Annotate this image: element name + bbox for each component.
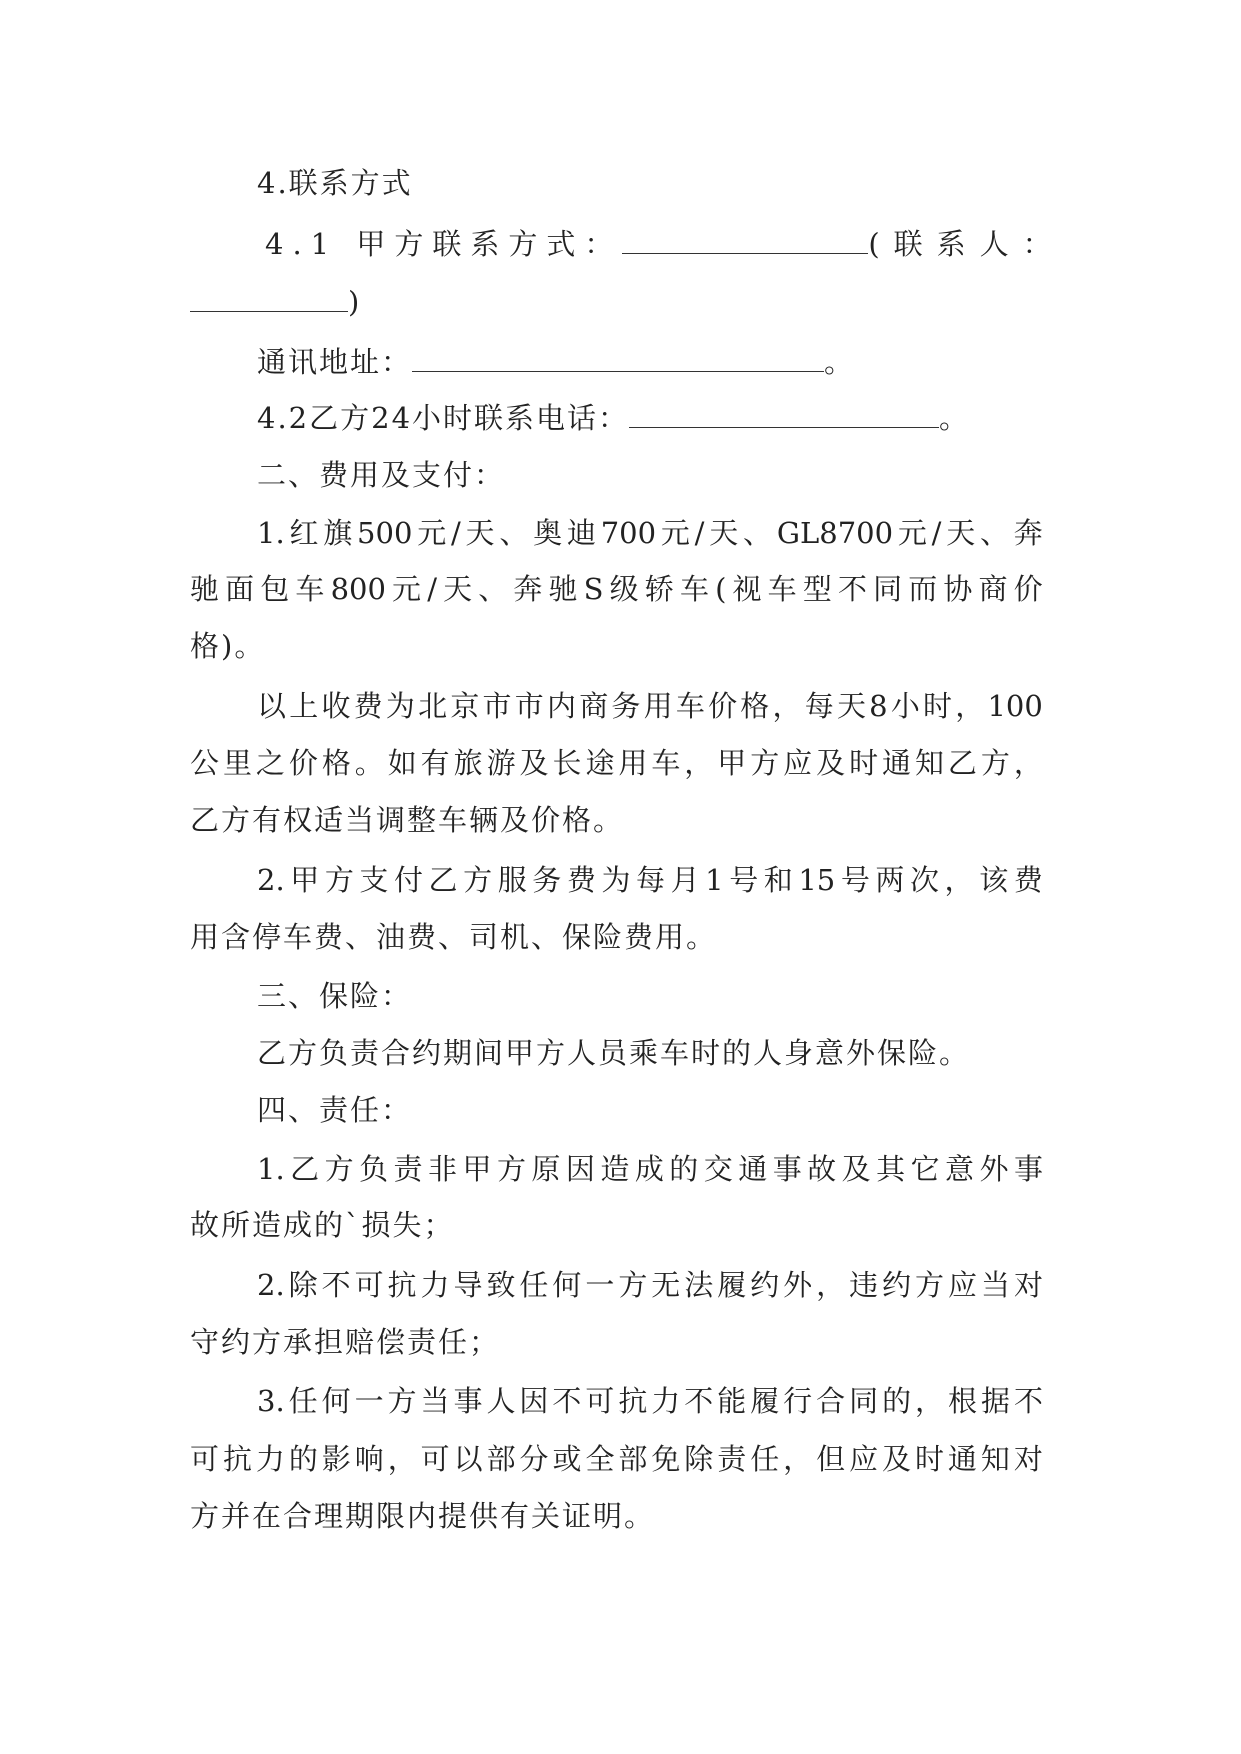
section-heading-contact: 4.联系方式 [257, 166, 413, 200]
section-heading-liability: 四、责任： [257, 1093, 413, 1127]
paragraph-insurance: 乙方负责合约期间甲方人员乘车时的人身意外保险。 [257, 1036, 971, 1070]
paragraph-liability-2-line-2: 守约方承担赔偿责任； [190, 1325, 501, 1359]
paragraph-liability-1-line-2: 故所造成的`损失； [190, 1208, 455, 1242]
contact-person-blank [190, 283, 348, 312]
section-heading-fees: 二、费用及支付： [257, 458, 506, 492]
party-a-contact-line [265, 224, 1066, 264]
paragraph-liability-2-line-1: 2. 除 不 可 抗 力 导 致 任 何 一 方 无 法 履 约 外 ， 违 约 方 应 当 对 [257, 1268, 1043, 1302]
paragraph-payment-line-2: 用含停车费、油费、司机、保险费用。 [190, 920, 718, 954]
party-a-contact-blank [622, 225, 868, 254]
mailing-address-label: 通讯地址： [257, 345, 413, 379]
mailing-address-end: 。 [824, 345, 856, 379]
mailing-address-blank [412, 343, 824, 372]
paragraph-pricing-note-line-2: 公 里 之 价 格 。 如 有 旅 游 及 长 途 用 车 ， 甲 方 应 及 时 通 知 乙 方 ， [190, 746, 1043, 780]
mailing-address-line [257, 342, 855, 382]
paragraph-liability-3-line-3: 方并在合理期限内提供有关证明。 [190, 1499, 656, 1533]
contact-person-close: ) [348, 285, 362, 319]
contact-person-label: (联系人： [868, 227, 1066, 261]
paragraph-payment-line-1: 2. 甲 方 支 付 乙 方 服 务 费 为 每 月 1 号 和 15 号 两 次 ， 该 费 [257, 863, 1043, 897]
paragraph-rates-line-1: 1. 红 旗 500 元 / 天 、 奥 迪 700 元 / 天 、 GL8700 元 / 天 、 奔 [257, 516, 1043, 550]
section-heading-insurance: 三、保险： [257, 979, 413, 1013]
party-b-phone-label: 4.2乙方24小时联系电话： [257, 401, 630, 435]
paragraph-rates-line-2: 驰 面 包 车 800 元 / 天 、 奔 驰 S 级 轿 车 ( 视 车 型 不 同 而 协 商 价 [190, 572, 1043, 606]
party-b-phone-blank [629, 399, 939, 428]
party-b-phone-line [257, 398, 970, 438]
paragraph-liability-3-line-1: 3. 任 何 一 方 当 事 人 因 不 可 抗 力 不 能 履 行 合 同 的 ， 根 据 不 [257, 1384, 1043, 1418]
paragraph-pricing-note-line-3: 乙方有权适当调整车辆及价格。 [190, 803, 625, 837]
contact-person-line [190, 282, 361, 322]
paragraph-rates-line-3: 格)。 [190, 629, 266, 663]
party-a-contact-label: 4.1 甲方联系方式： [265, 227, 623, 261]
party-b-phone-end: 。 [939, 401, 971, 435]
paragraph-liability-3-line-2: 可 抗 力 的 影 响 ， 可 以 部 分 或 全 部 免 除 责 任 ， 但 应 及 时 通 知 对 [190, 1442, 1043, 1476]
paragraph-liability-1-line-1: 1. 乙 方 负 责 非 甲 方 原 因 造 成 的 交 通 事 故 及 其 它 意 外 事 [257, 1152, 1043, 1186]
paragraph-pricing-note-line-1: 以 上 收 费 为 北 京 市 市 内 商 务 用 车 价 格 ， 每 天 8 小 时 ， 100 [257, 689, 1043, 723]
